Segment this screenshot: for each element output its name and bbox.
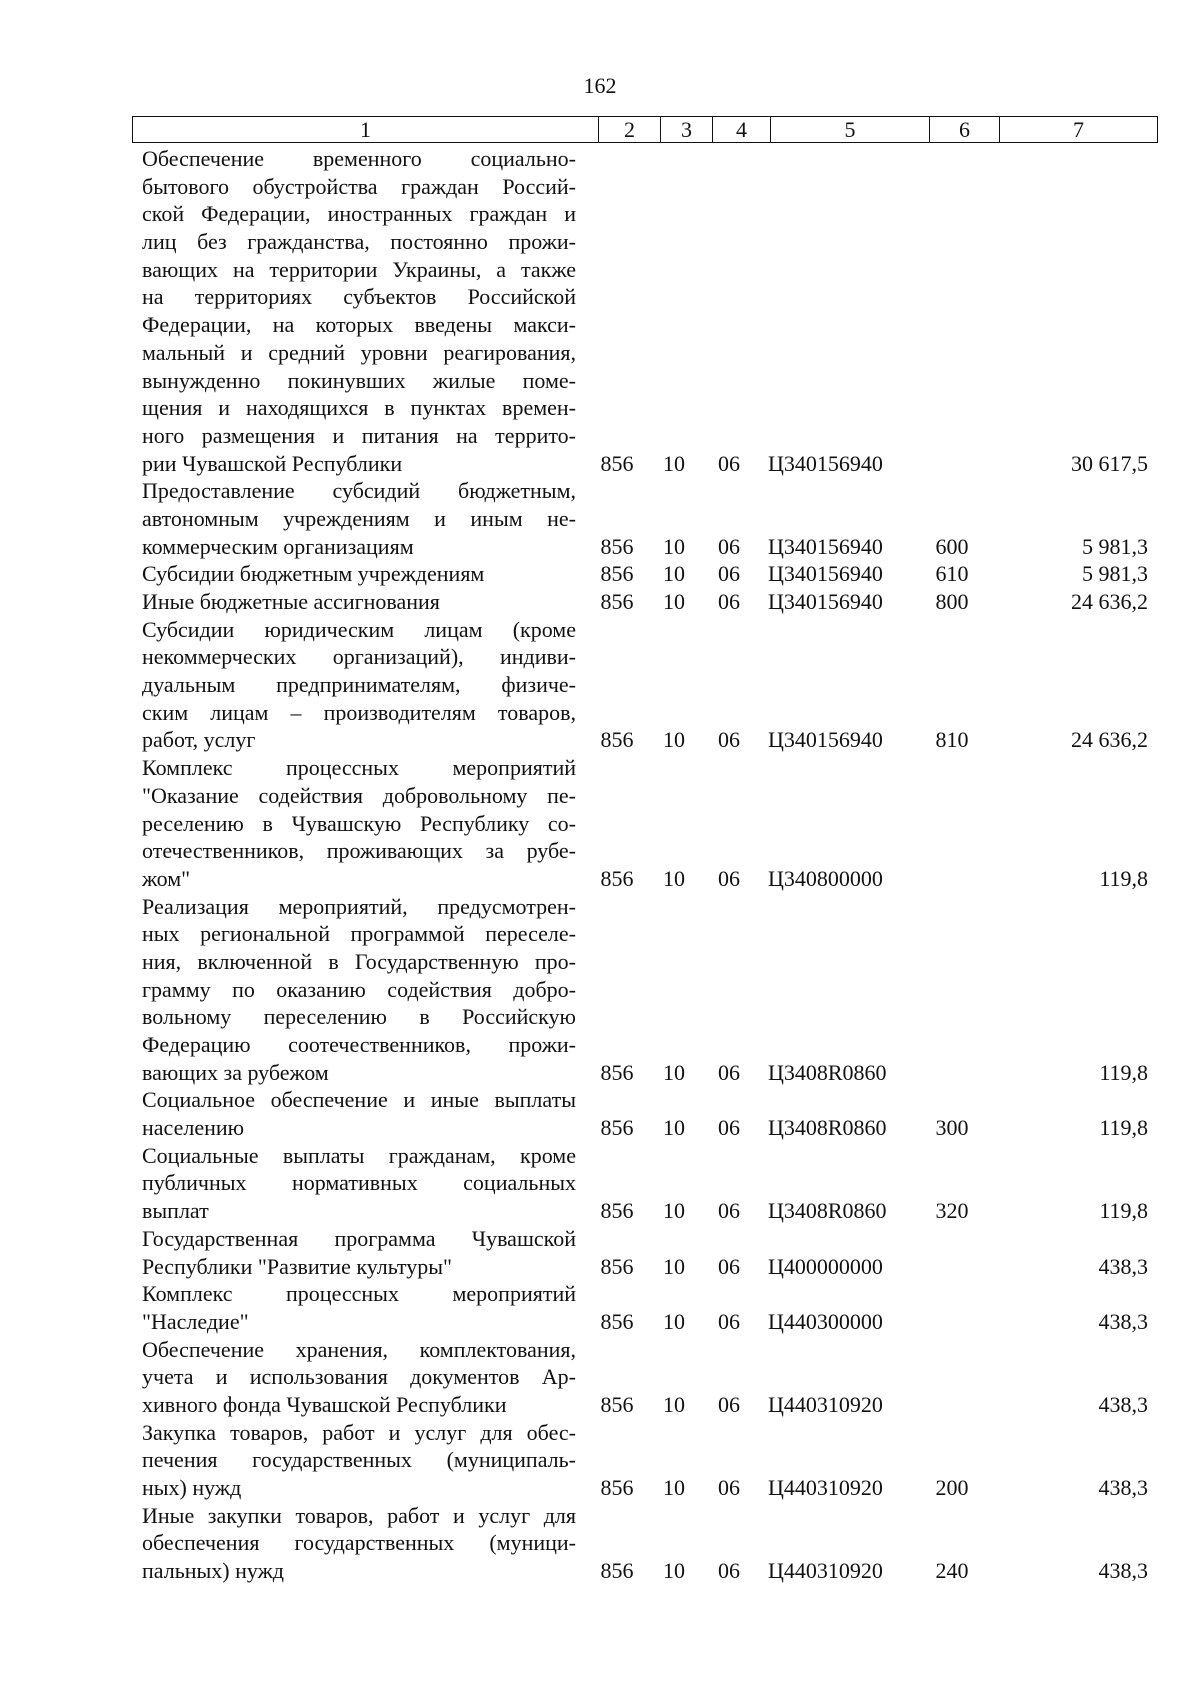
- row-col-2: 856: [600, 1198, 634, 1224]
- column-header-7: 7: [1000, 117, 1158, 143]
- row-name: [132, 1142, 586, 1225]
- row-name: [132, 1336, 586, 1419]
- column-header-5: 5: [771, 117, 930, 143]
- table-row: [132, 754, 1152, 892]
- row-name-line: ного размещения и питания на террито-: [142, 422, 576, 448]
- row-name-line: на территориях субъектов Российской: [142, 284, 576, 310]
- row-col-4: 06: [718, 727, 740, 753]
- row-col-7-amount: 5 981,3: [1082, 533, 1148, 559]
- row-name: [132, 616, 586, 754]
- column-header-row: [133, 117, 1158, 143]
- row-col-6: [917, 1391, 987, 1419]
- row-col-5-code: Ц3408R0860: [768, 1115, 887, 1141]
- row-name-line: вынужденно покинувших жилые поме-: [142, 367, 576, 393]
- row-name-line: Государственная программа Чувашской: [142, 1225, 576, 1251]
- row-col-2: 856: [600, 1115, 634, 1141]
- table-row: [132, 588, 1152, 616]
- row-name-line: отечественников, проживающих за рубе-: [142, 838, 576, 864]
- row-name: [132, 754, 586, 892]
- row-name-line: ния, включенной в Государственную про-: [142, 948, 576, 974]
- row-col-3: 10: [663, 1115, 685, 1141]
- row-col-7-amount: 24 636,2: [1071, 727, 1148, 753]
- row-name-line: Закупка товаров, работ и услуг для обес-: [142, 1419, 576, 1445]
- budget-table-body: [132, 145, 1152, 1585]
- row-col-2: 856: [600, 1308, 634, 1334]
- table-row: [132, 1225, 1152, 1280]
- row-name-line: Социальные выплаты гражданам, кроме: [142, 1142, 576, 1168]
- row-name: [132, 1225, 586, 1280]
- row-col-4: 06: [718, 1253, 740, 1279]
- column-header-2: 2: [599, 117, 661, 143]
- row-col-3: 10: [663, 1253, 685, 1279]
- row-name-line: Субсидии юридическим лицам (кроме: [142, 616, 576, 642]
- row-name-line: ской Федерации, иностранных граждан и: [142, 201, 576, 227]
- row-name-line: хивного фонда Чувашской Республики: [142, 1391, 507, 1417]
- row-name-line: рии Чувашской Республики: [142, 450, 403, 476]
- row-name-line: щения и находящихся в пунктах времен-: [142, 395, 576, 421]
- row-name-line: выплат: [142, 1198, 209, 1224]
- row-name: [132, 145, 586, 477]
- column-header-table: [132, 116, 1158, 143]
- row-name-line: Обеспечение временного социально-: [142, 146, 576, 171]
- row-col-7-amount: 438,3: [1098, 1308, 1148, 1334]
- row-col-4: 06: [718, 1198, 740, 1224]
- row-col-7-amount: 5 981,3: [1082, 561, 1148, 587]
- column-header-6: 6: [930, 117, 1000, 143]
- row-col-5-code: Ц440300000: [768, 1308, 883, 1334]
- row-col-5-code: Ц340156940: [768, 561, 883, 587]
- table-row: [132, 560, 1152, 588]
- row-name-line: ных региональной программой переселе-: [142, 921, 576, 947]
- row-name-line: Комплекс процессных мероприятий: [142, 1281, 576, 1307]
- row-col-4: 06: [718, 1475, 740, 1500]
- row-col-5-code: Ц440310920: [768, 1391, 883, 1417]
- row-col-6: [917, 1308, 987, 1336]
- row-name-line: публичных нормативных социальных: [142, 1170, 576, 1196]
- row-col-5-code: Ц340156940: [768, 589, 883, 614]
- row-col-2: 856: [600, 865, 634, 891]
- row-col-4: 06: [718, 865, 740, 891]
- row-col-6: 200: [935, 1475, 969, 1500]
- row-col-7-amount: 119,8: [1099, 865, 1148, 891]
- row-col-7-amount: 438,3: [1098, 1391, 1148, 1417]
- row-name-line: учета и использования документов Ар-: [142, 1364, 576, 1390]
- table-row: [132, 1419, 1152, 1502]
- row-name-line: Предоставление субсидий бюджетным,: [142, 478, 576, 504]
- row-col-7-amount: 119,8: [1099, 1115, 1148, 1141]
- row-name: [132, 588, 586, 616]
- row-name-line: некоммерческих организаций), индиви-: [142, 644, 576, 670]
- row-name-line: дуальным предпринимателям, физиче-: [142, 672, 576, 698]
- row-name-line: "Оказание содействия добровольному пе-: [142, 782, 576, 808]
- column-header-4: 4: [713, 117, 771, 143]
- table-row: [132, 1086, 1152, 1141]
- row-col-6: 800: [935, 589, 969, 614]
- row-col-6: 240: [935, 1558, 969, 1584]
- row-name-line: автономным учреждениям и иным не-: [142, 505, 576, 531]
- row-col-4: 06: [718, 1059, 740, 1085]
- row-name: [132, 560, 586, 588]
- row-col-2: 856: [600, 727, 634, 753]
- row-col-3: 10: [663, 727, 685, 753]
- row-col-3: 10: [663, 589, 685, 614]
- row-col-4: 06: [718, 1558, 740, 1584]
- row-col-4: 06: [718, 589, 740, 614]
- row-name-line: вающих на территории Украины, а также: [142, 256, 576, 282]
- table-row: [132, 893, 1152, 1087]
- row-name-line: Федерации, на которых введены макси-: [142, 312, 576, 338]
- table-row: [132, 145, 1152, 477]
- row-col-4: 06: [718, 1391, 740, 1417]
- table-row: [132, 1142, 1152, 1225]
- row-name: [132, 1502, 586, 1585]
- row-col-5-code: Ц400000000: [768, 1253, 883, 1279]
- row-col-4: 06: [718, 450, 740, 476]
- row-col-3: 10: [663, 1475, 685, 1500]
- row-col-2: 856: [600, 589, 634, 614]
- row-name-line: Республики "Развитие культуры": [142, 1253, 453, 1279]
- table-row: [132, 616, 1152, 754]
- row-col-2: 856: [600, 1059, 634, 1085]
- row-col-6: [917, 1059, 987, 1087]
- row-col-5-code: Ц340156940: [768, 727, 883, 753]
- row-col-6: 300: [935, 1115, 969, 1141]
- column-header-1: 1: [133, 117, 599, 143]
- row-col-4: 06: [718, 1308, 740, 1334]
- row-col-7-amount: 438,3: [1098, 1253, 1148, 1279]
- row-col-5-code: Ц340156940: [768, 450, 883, 476]
- row-name-line: печения государственных (муниципаль-: [142, 1447, 576, 1473]
- row-col-3: 10: [663, 1059, 685, 1085]
- row-name: [132, 1086, 586, 1141]
- row-col-7-amount: 438,3: [1098, 1558, 1148, 1584]
- row-name-line: коммерческим организациям: [142, 533, 414, 559]
- table-row: [132, 477, 1152, 560]
- row-col-3: 10: [663, 561, 685, 587]
- row-col-5-code: Ц340800000: [768, 865, 883, 891]
- row-name-line: Субсидии бюджетным учреждениям: [142, 561, 485, 587]
- row-col-7-amount: 24 636,2: [1071, 589, 1148, 614]
- row-col-2: 856: [600, 450, 634, 476]
- row-col-3: 10: [663, 1391, 685, 1417]
- row-col-3: 10: [663, 533, 685, 559]
- row-col-3: 10: [663, 1558, 685, 1584]
- row-col-7-amount: 438,3: [1098, 1475, 1148, 1500]
- row-col-3: 10: [663, 1198, 685, 1224]
- row-col-5-code: Ц440310920: [768, 1475, 883, 1500]
- row-name-line: Социальное обеспечение и иные выплаты: [142, 1087, 576, 1113]
- row-name-line: пальных) нужд: [142, 1558, 285, 1584]
- row-col-4: 06: [718, 533, 740, 559]
- row-name-line: вающих за рубежом: [142, 1059, 329, 1085]
- row-name-line: ским лицам – производителям товаров,: [142, 699, 576, 725]
- row-name-line: ных) нужд: [142, 1475, 242, 1500]
- row-col-7-amount: 30 617,5: [1071, 450, 1148, 476]
- row-col-6: [917, 865, 987, 893]
- row-col-7-amount: 119,8: [1099, 1059, 1148, 1085]
- row-col-5-code: Ц340156940: [768, 533, 883, 559]
- row-col-7-amount: 119,8: [1099, 1198, 1148, 1224]
- row-name-line: Реализация мероприятий, предусмотрен-: [142, 893, 576, 919]
- row-name-line: мальный и средний уровни реагирования,: [142, 339, 576, 365]
- page-number: 162: [583, 73, 617, 98]
- row-name-line: "Наследие": [142, 1308, 249, 1334]
- row-col-5-code: Ц3408R0860: [768, 1198, 887, 1224]
- row-name-line: Федерацию соотечественников, прожи-: [142, 1032, 576, 1057]
- row-col-6: 810: [935, 727, 969, 753]
- row-col-3: 10: [663, 450, 685, 476]
- row-name-line: Иные бюджетные ассигнования: [142, 589, 440, 614]
- row-col-2: 856: [600, 533, 634, 559]
- row-name-line: обеспечения государственных (муници-: [142, 1530, 576, 1556]
- row-name: [132, 893, 586, 1087]
- row-col-2: 856: [600, 1558, 634, 1584]
- row-name-line: бытового обустройства граждан Россий-: [142, 173, 576, 199]
- row-name-line: работ, услуг: [142, 727, 256, 753]
- row-name-line: Комплекс процессных мероприятий: [142, 755, 576, 781]
- row-name-line: жом": [142, 865, 191, 891]
- row-col-4: 06: [718, 1115, 740, 1141]
- row-col-5-code: Ц3408R0860: [768, 1059, 887, 1085]
- column-header-3: 3: [661, 117, 713, 143]
- table-row: [132, 1502, 1152, 1585]
- row-col-3: 10: [663, 865, 685, 891]
- row-col-4: 06: [718, 561, 740, 587]
- row-col-3: 10: [663, 1308, 685, 1334]
- row-col-2: 856: [600, 1253, 634, 1279]
- table-row: [132, 1280, 1152, 1335]
- row-name: [132, 477, 586, 560]
- row-name-line: лиц без гражданства, постоянно прожи-: [142, 229, 576, 255]
- row-name: [132, 1419, 586, 1502]
- table-row: [132, 1336, 1152, 1419]
- row-name-line: грамму по оказанию содействия добро-: [142, 976, 576, 1002]
- row-col-2: 856: [600, 561, 634, 587]
- row-name-line: вольному переселению в Российскую: [142, 1004, 576, 1030]
- row-name-line: населению: [142, 1115, 245, 1141]
- row-col-2: 856: [600, 1391, 634, 1417]
- row-col-2: 856: [600, 1475, 634, 1500]
- row-col-6: 600: [935, 533, 969, 559]
- row-name-line: Иные закупки товаров, работ и услуг для: [142, 1502, 576, 1528]
- row-col-6: [917, 1253, 987, 1281]
- row-col-5-code: Ц440310920: [768, 1558, 883, 1584]
- row-name: [132, 1280, 586, 1335]
- row-name-line: Обеспечение хранения, комплектования,: [142, 1336, 576, 1362]
- row-name-line: реселению в Чувашскую Республику со-: [142, 810, 576, 836]
- row-col-6: [917, 450, 987, 478]
- row-col-6: 610: [935, 561, 969, 587]
- row-col-6: 320: [935, 1198, 969, 1224]
